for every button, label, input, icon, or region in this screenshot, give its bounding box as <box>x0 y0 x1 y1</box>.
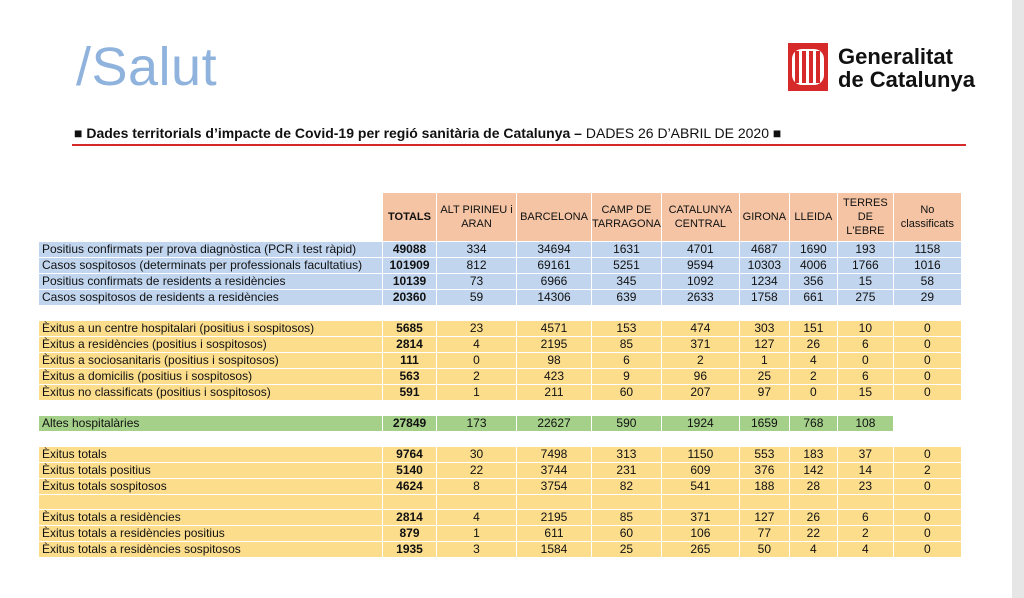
subtitle-date: DADES 26 D’ABRIL DE 2020 <box>581 125 769 141</box>
value-cell: 23 <box>437 321 517 337</box>
value-cell: 474 <box>661 321 739 337</box>
value-cell: 9594 <box>661 258 739 274</box>
spacer-cell <box>837 306 893 321</box>
value-cell: 14306 <box>517 290 592 306</box>
value-cell: 1 <box>437 526 517 542</box>
value-cell: 768 <box>789 416 837 432</box>
value-cell: 4006 <box>789 258 837 274</box>
subtitle-bold: Dades territorials d’impacte de Covid-19 per regió sanitària de Catalunya – <box>86 125 582 141</box>
value-cell: 1631 <box>592 242 662 258</box>
value-cell: 2 <box>789 369 837 385</box>
value-cell: 50 <box>739 542 789 558</box>
value-cell: 153 <box>592 321 662 337</box>
value-cell: 85 <box>592 510 662 526</box>
spacer-cell <box>437 306 517 321</box>
table-row <box>39 242 962 258</box>
value-cell: 59 <box>437 290 517 306</box>
value-cell: 376 <box>739 463 789 479</box>
value-cell: 26 <box>789 510 837 526</box>
spacer-cell <box>739 306 789 321</box>
value-cell: 58 <box>893 274 961 290</box>
spacer-cell <box>837 495 893 510</box>
value-cell: 0 <box>893 369 961 385</box>
value-cell: 0 <box>789 385 837 401</box>
value-cell: 661 <box>789 290 837 306</box>
value-cell: 1092 <box>661 274 739 290</box>
column-header: No classificats <box>893 193 961 242</box>
value-cell: 4 <box>837 542 893 558</box>
value-cell: 4701 <box>661 242 739 258</box>
value-cell: 303 <box>739 321 789 337</box>
value-cell: 73 <box>437 274 517 290</box>
value-cell: 9 <box>592 369 662 385</box>
column-header: GIRONA <box>739 193 789 242</box>
value-cell: 26 <box>789 337 837 353</box>
value-cell: 590 <box>592 416 662 432</box>
header-blank-cell <box>39 193 383 242</box>
spacer-cell <box>661 306 739 321</box>
spacer-cell <box>437 401 517 416</box>
value-cell: 611 <box>517 526 592 542</box>
value-cell: 1758 <box>739 290 789 306</box>
spacer-cell <box>592 432 662 447</box>
row-label: Casos sospitosos de residents a residències <box>39 290 383 306</box>
value-cell: 0 <box>893 337 961 353</box>
spacer-cell <box>837 432 893 447</box>
value-cell: 3754 <box>517 479 592 495</box>
spacer-cell <box>739 495 789 510</box>
value-cell: 0 <box>893 542 961 558</box>
value-cell: 6 <box>592 353 662 369</box>
total-cell: 2814 <box>383 510 437 526</box>
value-cell: 60 <box>592 526 662 542</box>
spacer-cell <box>789 401 837 416</box>
value-cell: 0 <box>893 479 961 495</box>
value-cell: 188 <box>739 479 789 495</box>
spacer-cell <box>789 495 837 510</box>
value-cell: 15 <box>837 385 893 401</box>
value-cell: 10303 <box>739 258 789 274</box>
value-cell: 265 <box>661 542 739 558</box>
table-header-row <box>39 193 962 242</box>
generalitat-emblem-icon <box>788 43 828 91</box>
value-cell: 609 <box>661 463 739 479</box>
value-cell <box>893 416 961 432</box>
row-label: Positius confirmats per prova diagnòstica (PCR i test ràpid) <box>39 242 383 258</box>
value-cell: 173 <box>437 416 517 432</box>
table-row <box>39 447 962 463</box>
value-cell: 0 <box>837 353 893 369</box>
logo-line-1: Generalitat <box>838 44 953 69</box>
spacer-cell <box>383 432 437 447</box>
spacer-cell <box>517 306 592 321</box>
value-cell: 1 <box>437 385 517 401</box>
square-bullet-icon: ■ <box>772 125 782 141</box>
brand-title: /Salut <box>76 37 218 97</box>
value-cell: 5251 <box>592 258 662 274</box>
spacer-cell <box>592 495 662 510</box>
value-cell: 313 <box>592 447 662 463</box>
value-cell: 108 <box>837 416 893 432</box>
spacer-cell <box>383 495 437 510</box>
spacer-cell <box>383 401 437 416</box>
value-cell: 8 <box>437 479 517 495</box>
value-cell: 82 <box>592 479 662 495</box>
total-cell: 2814 <box>383 337 437 353</box>
value-cell: 23 <box>837 479 893 495</box>
value-cell: 25 <box>739 369 789 385</box>
total-cell: 10139 <box>383 274 437 290</box>
total-cell: 111 <box>383 353 437 369</box>
value-cell: 1584 <box>517 542 592 558</box>
table-row <box>39 353 962 369</box>
column-header: BARCELONA <box>517 193 592 242</box>
total-cell: 101909 <box>383 258 437 274</box>
spacer-cell <box>661 432 739 447</box>
spacer-cell <box>517 495 592 510</box>
generalitat-logo <box>788 43 988 95</box>
row-label: Èxitus totals sospitosos <box>39 479 383 495</box>
spacer-cell <box>837 401 893 416</box>
table-row <box>39 369 962 385</box>
value-cell: 275 <box>837 290 893 306</box>
value-cell: 25 <box>592 542 662 558</box>
spacer-cell <box>661 401 739 416</box>
total-cell: 9764 <box>383 447 437 463</box>
value-cell: 2 <box>661 353 739 369</box>
value-cell: 207 <box>661 385 739 401</box>
value-cell: 7498 <box>517 447 592 463</box>
value-cell: 15 <box>837 274 893 290</box>
total-cell: 5685 <box>383 321 437 337</box>
spacer-cell <box>39 306 383 321</box>
value-cell: 371 <box>661 510 739 526</box>
value-cell: 0 <box>893 526 961 542</box>
row-label: Èxitus no classificats (positius i sospitosos) <box>39 385 383 401</box>
value-cell: 4 <box>437 510 517 526</box>
value-cell: 37 <box>837 447 893 463</box>
value-cell: 2 <box>893 463 961 479</box>
value-cell: 4 <box>789 353 837 369</box>
total-cell: 5140 <box>383 463 437 479</box>
row-label: Èxitus a domicilis (positius i sospitosos) <box>39 369 383 385</box>
value-cell: 1659 <box>739 416 789 432</box>
spacer-cell <box>517 401 592 416</box>
spacer-row <box>39 432 962 447</box>
value-cell: 1158 <box>893 242 961 258</box>
value-cell: 0 <box>893 510 961 526</box>
value-cell: 1690 <box>789 242 837 258</box>
spacer-cell <box>517 432 592 447</box>
value-cell: 211 <box>517 385 592 401</box>
spacer-cell <box>893 432 961 447</box>
value-cell: 4 <box>437 337 517 353</box>
table-row <box>39 416 962 432</box>
spacer-row <box>39 495 962 510</box>
total-cell: 4624 <box>383 479 437 495</box>
value-cell: 60 <box>592 385 662 401</box>
value-cell: 193 <box>837 242 893 258</box>
total-cell: 563 <box>383 369 437 385</box>
value-cell: 6 <box>837 369 893 385</box>
value-cell: 1150 <box>661 447 739 463</box>
value-cell: 0 <box>437 353 517 369</box>
value-cell: 345 <box>592 274 662 290</box>
value-cell: 77 <box>739 526 789 542</box>
table-row <box>39 274 962 290</box>
square-bullet-icon: ■ <box>74 125 83 141</box>
value-cell: 85 <box>592 337 662 353</box>
value-cell: 812 <box>437 258 517 274</box>
spacer-cell <box>893 401 961 416</box>
value-cell: 0 <box>893 447 961 463</box>
spacer-row <box>39 401 962 416</box>
value-cell: 22 <box>789 526 837 542</box>
spacer-cell <box>39 432 383 447</box>
value-cell: 28 <box>789 479 837 495</box>
value-cell: 69161 <box>517 258 592 274</box>
value-cell: 30 <box>437 447 517 463</box>
row-label: Èxitus totals positius <box>39 463 383 479</box>
value-cell: 106 <box>661 526 739 542</box>
spacer-cell <box>39 495 383 510</box>
value-cell: 1766 <box>837 258 893 274</box>
page-edge <box>1012 0 1024 598</box>
spacer-cell <box>592 306 662 321</box>
value-cell: 97 <box>739 385 789 401</box>
column-header: CATALUNYA CENTRAL <box>661 193 739 242</box>
column-header: TERRES DE L'EBRE <box>837 193 893 242</box>
row-label: Èxitus totals a residències sospitosos <box>39 542 383 558</box>
spacer-cell <box>893 306 961 321</box>
value-cell: 29 <box>893 290 961 306</box>
total-cell: 49088 <box>383 242 437 258</box>
spacer-cell <box>437 495 517 510</box>
row-label: Èxitus totals <box>39 447 383 463</box>
value-cell: 6 <box>837 337 893 353</box>
value-cell: 183 <box>789 447 837 463</box>
total-cell: 879 <box>383 526 437 542</box>
spacer-cell <box>39 401 383 416</box>
row-label: Èxitus totals a residències positius <box>39 526 383 542</box>
table-row <box>39 542 962 558</box>
column-header-totals: TOTALS <box>383 193 437 242</box>
value-cell: 98 <box>517 353 592 369</box>
spacer-cell <box>739 401 789 416</box>
spacer-row <box>39 306 962 321</box>
value-cell: 0 <box>893 353 961 369</box>
value-cell: 34694 <box>517 242 592 258</box>
table-row <box>39 510 962 526</box>
value-cell: 2195 <box>517 337 592 353</box>
value-cell: 4 <box>789 542 837 558</box>
value-cell: 1924 <box>661 416 739 432</box>
value-cell: 423 <box>517 369 592 385</box>
row-label: Èxitus a residències (positius i sospitosos) <box>39 337 383 353</box>
spacer-cell <box>592 401 662 416</box>
spacer-cell <box>789 306 837 321</box>
value-cell: 4687 <box>739 242 789 258</box>
table-row <box>39 385 962 401</box>
spacer-cell <box>661 495 739 510</box>
value-cell: 4571 <box>517 321 592 337</box>
value-cell: 541 <box>661 479 739 495</box>
column-header: LLEIDA <box>789 193 837 242</box>
column-header: CAMP DE TARRAGONA <box>592 193 662 242</box>
total-cell: 20360 <box>383 290 437 306</box>
spacer-cell <box>789 432 837 447</box>
value-cell: 22627 <box>517 416 592 432</box>
value-cell: 6966 <box>517 274 592 290</box>
value-cell: 142 <box>789 463 837 479</box>
value-cell: 2 <box>437 369 517 385</box>
row-label: Altes hospitalàries <box>39 416 383 432</box>
total-cell: 27849 <box>383 416 437 432</box>
row-label: Èxitus a un centre hospitalari (positius i sospitosos) <box>39 321 383 337</box>
spacer-cell <box>383 306 437 321</box>
table-row <box>39 526 962 542</box>
spacer-cell <box>437 432 517 447</box>
value-cell: 0 <box>893 385 961 401</box>
value-cell: 371 <box>661 337 739 353</box>
row-label: Èxitus totals a residències <box>39 510 383 526</box>
value-cell: 22 <box>437 463 517 479</box>
value-cell: 14 <box>837 463 893 479</box>
table-row <box>39 337 962 353</box>
table-row <box>39 290 962 306</box>
total-cell: 1935 <box>383 542 437 558</box>
report-subtitle <box>74 125 781 141</box>
column-header: ALT PIRINEU i ARAN <box>437 193 517 242</box>
value-cell: 6 <box>837 510 893 526</box>
value-cell: 334 <box>437 242 517 258</box>
row-label: Positius confirmats de residents a residències <box>39 274 383 290</box>
value-cell: 231 <box>592 463 662 479</box>
value-cell: 2 <box>837 526 893 542</box>
value-cell: 10 <box>837 321 893 337</box>
table-row <box>39 258 962 274</box>
value-cell: 2633 <box>661 290 739 306</box>
spacer-cell <box>893 495 961 510</box>
spacer-cell <box>739 432 789 447</box>
table-row <box>39 479 962 495</box>
value-cell: 2195 <box>517 510 592 526</box>
value-cell: 127 <box>739 510 789 526</box>
value-cell: 96 <box>661 369 739 385</box>
value-cell: 127 <box>739 337 789 353</box>
value-cell: 1 <box>739 353 789 369</box>
value-cell: 553 <box>739 447 789 463</box>
value-cell: 639 <box>592 290 662 306</box>
table-row <box>39 463 962 479</box>
value-cell: 356 <box>789 274 837 290</box>
value-cell: 3744 <box>517 463 592 479</box>
logo-line-2: de Catalunya <box>838 67 975 92</box>
row-label: Èxitus a sociosanitaris (positius i sospitosos) <box>39 353 383 369</box>
value-cell: 3 <box>437 542 517 558</box>
row-label: Casos sospitosos (determinats per professionals facultatius) <box>39 258 383 274</box>
covid-data-table <box>38 192 962 558</box>
total-cell: 591 <box>383 385 437 401</box>
value-cell: 1234 <box>739 274 789 290</box>
table-row <box>39 321 962 337</box>
value-cell: 1016 <box>893 258 961 274</box>
red-divider <box>72 144 966 146</box>
value-cell: 151 <box>789 321 837 337</box>
value-cell: 0 <box>893 321 961 337</box>
